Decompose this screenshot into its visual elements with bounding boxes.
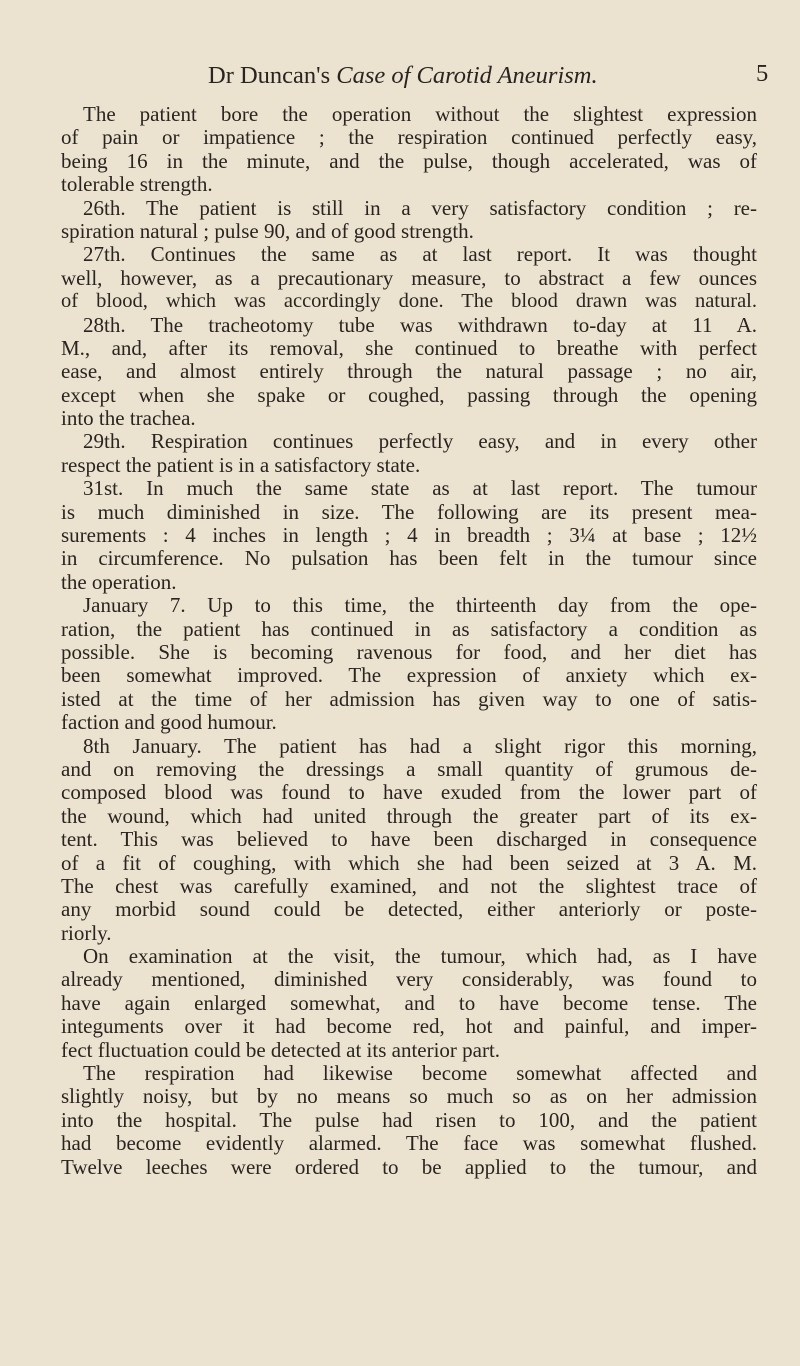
text-line: The respiration had likewise become somewhat affected and: [83, 1061, 757, 1086]
paragraph: [61, 945, 757, 1062]
text-line: 31st. In much the same state as at last report. The tumour: [83, 476, 757, 501]
text-line: had become evidently alarmed. The face was somewhat flushed.: [61, 1131, 757, 1156]
text-line: riorly.: [61, 920, 112, 945]
paragraph: [61, 243, 757, 313]
text-line: possible. She is becoming ravenous for food, and her diet has: [61, 639, 757, 664]
text-line: the operation.: [61, 569, 177, 594]
text-line: of blood, which was accordingly done. The blood drawn was natural.: [61, 290, 757, 313]
text-line: faction and good humour.: [61, 710, 277, 735]
text-line: being 16 in the minute, and the pulse, though accelerated, was of: [61, 148, 757, 173]
text-line: 28th. The tracheotomy tube was withdrawn to-day at 11 A.: [83, 312, 757, 337]
text-line: January 7. Up to this time, the thirteenth day from the ope-: [83, 593, 757, 618]
text-line: have again enlarged somewhat, and to have become tense. The: [61, 990, 757, 1015]
text-line: M., and, after its removal, she continued to breathe with perfect: [61, 335, 757, 360]
text-line: the wound, which had united through the greater part of its ex-: [61, 803, 757, 828]
text-line: tolerable strength.: [61, 172, 213, 197]
text-line: surements : 4 inches in length ; 4 in breadth ; 3¼ at base ; 12½: [61, 523, 757, 548]
paragraph: [61, 594, 757, 734]
text-line: and on removing the dressings a small quantity of grumous de-: [61, 756, 757, 781]
text-line: into the hospital. The pulse had risen to 100, and the patient: [61, 1107, 757, 1132]
text-line: of pain or impatience ; the respiration continued perfectly easy,: [61, 125, 757, 150]
text-line: into the trachea.: [61, 406, 196, 431]
running-head-title: Case of Carotid Aneurism.: [336, 62, 598, 89]
text-line: tent. This was believed to have been discharged in consequence: [61, 827, 757, 852]
body-text: [61, 103, 757, 1179]
text-line: respect the patient is in a satisfactory state.: [61, 452, 421, 477]
text-line: well, however, as a precautionary measure, to abstract a few ounces: [61, 265, 757, 290]
text-line: 29th. Respiration continues perfectly easy, and in every other: [83, 429, 757, 454]
text-line: slightly noisy, but by no means so much so as on her admission: [61, 1084, 757, 1109]
text-line: 26th. The patient is still in a very satisfactory condition ; re-: [83, 195, 757, 220]
paragraph: [61, 430, 757, 477]
text-line: isted at the time of her admission has given way to one of satis-: [61, 686, 757, 711]
paragraph: [61, 103, 757, 197]
running-head-author: Dr Duncan's: [208, 62, 331, 89]
page-number: 5: [756, 60, 769, 87]
text-line: is much diminished in size. The following are its present mea-: [61, 499, 757, 524]
text-line: Twelve leeches were ordered to be applied to the tumour, and: [61, 1154, 757, 1179]
text-line: integuments over it had become red, hot and painful, and imper-: [61, 1014, 757, 1039]
text-line: composed blood was found to have exuded from the lower part of: [61, 780, 757, 805]
text-line: ration, the patient has continued in as satisfactory a condition as: [61, 616, 757, 641]
text-line: of a fit of coughing, with which she had been seized at 3 A. M.: [61, 850, 757, 875]
paragraph: [61, 314, 757, 431]
text-line: fect fluctuation could be detected at its anterior part.: [61, 1037, 501, 1062]
text-line: The patient bore the operation without the slightest expression: [83, 102, 757, 126]
paragraph: [61, 197, 757, 244]
text-line: On examination at the visit, the tumour, which had, as I have: [83, 944, 757, 969]
text-line: any morbid sound could be detected, either anteriorly or poste-: [61, 897, 757, 922]
text-line: been somewhat improved. The expression of anxiety which ex-: [61, 663, 757, 688]
paragraph: [61, 735, 757, 946]
text-line: except when she spake or coughed, passing through the opening: [61, 382, 757, 407]
running-head: [208, 62, 628, 90]
text-line: in circumference. No pulsation has been felt in the tumour since: [61, 546, 757, 571]
text-line: 27th. Continues the same as at last report. It was thought: [83, 242, 757, 267]
paragraph: [61, 477, 757, 594]
text-line: spiration natural ; pulse 90, and of good strength.: [61, 218, 474, 243]
text-line: The chest was carefully examined, and not the slightest trace of: [61, 873, 757, 898]
text-line: ease, and almost entirely through the natural passage ; no air,: [61, 359, 757, 384]
text-line: already mentioned, diminished very considerably, was found to: [61, 967, 757, 992]
paragraph: [61, 1062, 757, 1179]
text-line: 8th January. The patient has had a slight rigor this morning,: [83, 733, 757, 758]
